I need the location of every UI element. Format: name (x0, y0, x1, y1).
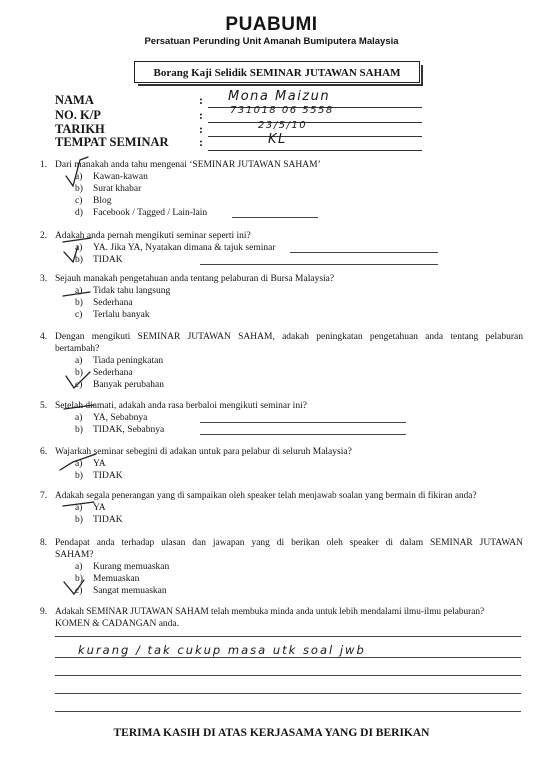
field-value-tarikh[interactable]: 23/5/10 (258, 120, 308, 131)
question-text-cont: KOMEN & CADANGAN anda. (55, 619, 180, 629)
organization-name: PUABUMI (225, 14, 318, 35)
field-colon: : (199, 93, 203, 107)
option-letter: a) (75, 286, 83, 296)
organization-subtitle: Persatuan Perunding Unit Amanah Bumiputera Malaysia (144, 36, 399, 47)
option-letter: c) (75, 310, 83, 320)
question-text: Adakah SEMINAR JUTAWAN SAHAM telah membuka minda anda untuk lebih mendalami ilmu-ilmu pelaburan? (55, 607, 485, 617)
checkmark-icon (66, 157, 88, 186)
option-text: YA (93, 503, 106, 513)
option-text: Blog (93, 196, 112, 206)
checkmark-icon (64, 405, 94, 409)
question-text-cont: bertambah? (55, 344, 100, 354)
option-text: Sederhana (93, 368, 133, 378)
field-value-tempat-seminar[interactable]: KL (268, 132, 287, 147)
question-text-cont: SAHAM? (55, 550, 94, 560)
checkmark-icon (63, 292, 90, 296)
question-text: Dari manakah anda tahu mengenai ‘SEMINAR JUTAWAN SAHAM’ (55, 160, 321, 170)
checkmark-icon (64, 246, 78, 262)
option-letter: b) (75, 471, 83, 481)
checkmark-icon (66, 372, 90, 388)
option-letter: b) (75, 515, 83, 525)
option-letter: a) (75, 243, 83, 253)
option-text: Facebook / Tagged / Lain-lain (93, 208, 208, 218)
question-number: 9. (40, 607, 48, 617)
field-colon: : (199, 108, 203, 122)
option-text: Banyak perubahan (93, 380, 164, 390)
field-value-nama[interactable]: Mona Maizun (228, 89, 331, 104)
option-text: YA, Sebabnya (93, 413, 148, 423)
option-text: Sederhana (93, 298, 133, 308)
field-value-no-kp[interactable]: 731018 06 5558 (230, 105, 334, 116)
option-letter: a) (75, 172, 83, 182)
option-text: TIDAK (93, 515, 123, 525)
option-text: YA (93, 459, 106, 469)
option-text: Kurang memuaskan (93, 562, 170, 572)
option-letter: b) (75, 298, 83, 308)
option-letter: d) (75, 208, 83, 218)
question-text: Wajarkah seminar sebegini di adakan untuk para pelabur di seluruh Malaysia? (55, 447, 352, 457)
option-text: Tidak tahu langsung (93, 286, 171, 296)
option-letter: b) (75, 574, 83, 584)
question-text: Adakah segala penerangan yang di sampaikan oleh speaker telah menjawab soalan yang bermain di fikiran anda? (55, 491, 477, 501)
footer-thanks: TERIMA KASIH DI ATAS KERJASAMA YANG DI BERIKAN (113, 727, 430, 739)
question-number: 3. (40, 274, 48, 284)
field-colon: : (199, 135, 203, 149)
question-text: Dengan mengikuti SEMINAR JUTAWAN SAHAM, adakah peningkatan pengetahuan anda tentang pelaburan (55, 332, 523, 342)
question-number: 8. (40, 538, 48, 548)
option-letter: a) (75, 562, 83, 572)
question-number: 5. (40, 401, 48, 411)
field-colon: : (199, 122, 203, 136)
option-text: Terlalu banyak (93, 310, 150, 320)
option-text: TIDAK, Sebabnya (93, 425, 165, 435)
option-text: TIDAK (93, 255, 123, 265)
option-text: Kawan-kawan (93, 172, 148, 182)
option-text: TIDAK (93, 471, 123, 481)
option-letter: c) (75, 196, 83, 206)
question-text: Setelah diamati, adakah anda rasa berbaloi mengikuti seminar ini? (55, 401, 307, 411)
checkmark-icon (63, 502, 94, 506)
comment-handwriting[interactable]: kurang / tak cukup masa utk soal jwb (78, 643, 366, 657)
question-number: 1. (40, 160, 48, 170)
option-letter: a) (75, 413, 83, 423)
option-letter: b) (75, 184, 83, 194)
question-number: 6. (40, 447, 48, 457)
question-text: Pendapat anda terhadap ulasan dan jawapan yang di berikan oleh speaker di dalam SEMINAR JUTAWAN (55, 538, 523, 548)
option-letter: c) (75, 380, 83, 390)
option-letter: a) (75, 503, 83, 513)
checkmark-icon (63, 238, 91, 242)
option-text: Memuaskan (93, 574, 140, 584)
option-letter: a) (75, 459, 83, 469)
option-letter: b) (75, 368, 83, 378)
field-label-tarikh: TARIKH (55, 122, 105, 136)
option-text: YA. Jika YA, Nyatakan dimana & tajuk seminar (93, 243, 276, 253)
field-label-no-kp: NO. K/P (55, 108, 101, 122)
option-text: Tiada peningkatan (93, 356, 164, 366)
question-text: Adakah anda pernah mengikuti seminar seperti ini? (55, 231, 251, 241)
checkmark-icon (60, 454, 96, 470)
question-number: 7. (40, 491, 48, 501)
option-letter: b) (75, 255, 83, 265)
option-text: Sangat memuaskan (93, 586, 167, 596)
option-text: Surat khabar (93, 184, 142, 194)
form-title: Borang Kaji Selidik SEMINAR JUTAWAN SAHAM (153, 67, 401, 79)
checkmark-icon (64, 580, 84, 594)
option-letter: c) (75, 586, 83, 596)
field-label-tempat-seminar: TEMPAT SEMINAR (55, 135, 169, 149)
option-letter: b) (75, 425, 83, 435)
question-number: 4. (40, 332, 48, 342)
field-label-nama: NAMA (55, 93, 94, 107)
question-text: Sejauh manakah pengetahuan anda tentang pelaburan di Bursa Malaysia? (55, 274, 335, 284)
question-number: 2. (40, 231, 48, 241)
option-letter: a) (75, 356, 83, 366)
